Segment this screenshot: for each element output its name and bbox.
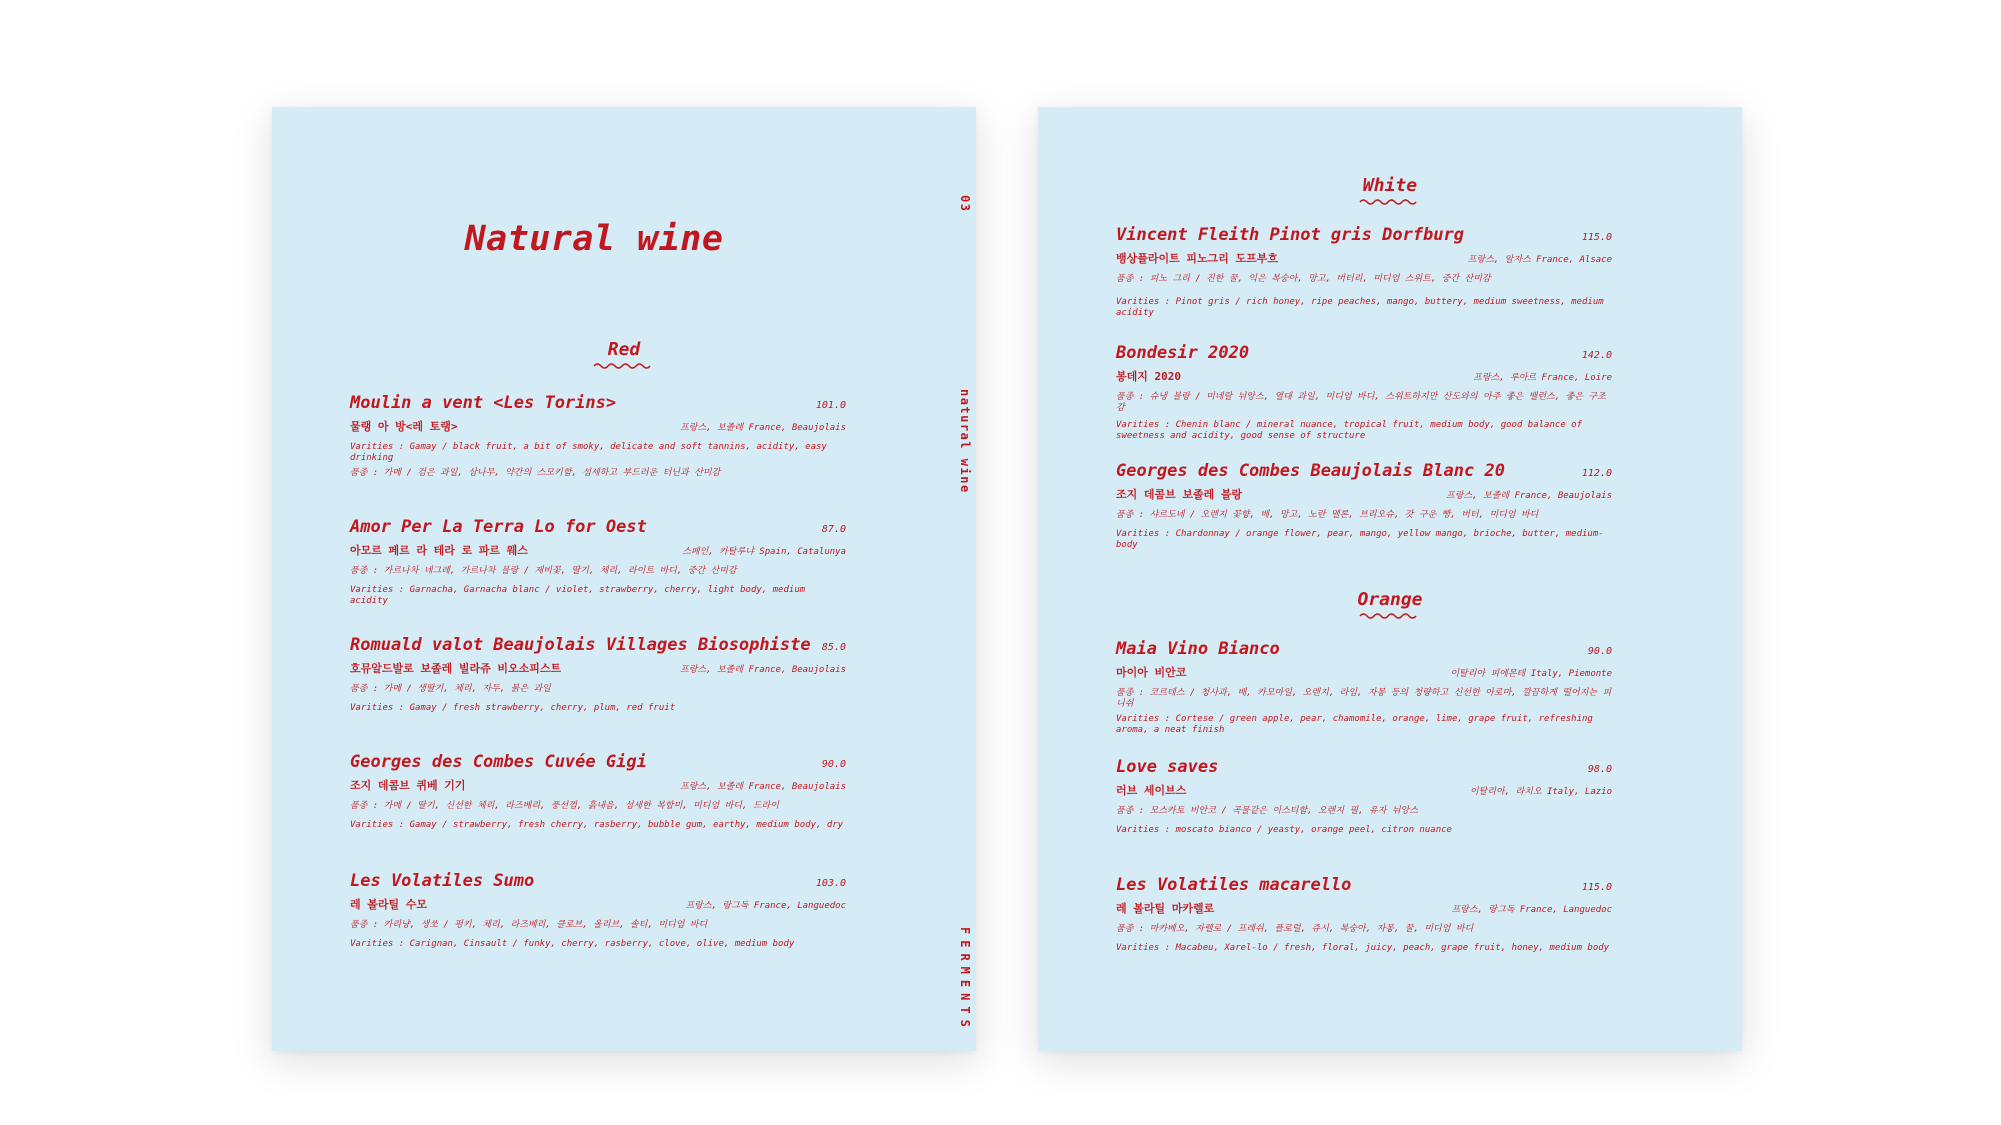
wine-item <box>1116 875 1612 954</box>
page-title: Natural wine <box>464 219 724 259</box>
wine-name-korean: 조지 데콤브 보졸레 블랑 <box>1116 488 1243 501</box>
wine-origin: 프랑스, 보졸레 France, Beaujolais <box>680 423 846 433</box>
wave-underline-icon <box>1359 611 1421 619</box>
menu-page-left <box>272 107 976 1051</box>
wine-name-korean: 호뮤알드발로 보졸레 빌라쥬 비오소피스트 <box>350 662 562 675</box>
section-heading-red <box>272 339 976 369</box>
page-number: 03 <box>958 195 972 213</box>
wine-origin: 프랑스, 보졸레 France, Beaujolais <box>1446 491 1612 501</box>
wine-description: 품종 : 카리냥, 생쏘 / 펑키, 체리, 라즈베리, 클로브, 올리브, 솔티, 미디엄 바디 <box>350 920 708 930</box>
wine-item <box>350 752 846 831</box>
wine-origin: 이탈리아 피에몬테 Italy, Piemonte <box>1450 669 1612 679</box>
wine-description: 품종 : 샤르도네 / 오렌지 꽃향, 배, 망고, 노란 멜론, 브리오슈, 갓 구운 빵, 버터, 미디엄 바디 <box>1116 510 1539 520</box>
wine-description: 품종 : 가메 / 검은 과일, 삼나무, 약간의 스모키함, 섬세하고 부드러운 터닌과 산미감 <box>350 468 721 478</box>
wine-price: 115.0 <box>1581 882 1612 893</box>
wine-origin: 프랑스, 보졸레 France, Beaujolais <box>680 665 846 675</box>
wine-origin: 프랑스, 알자스 France, Alsace <box>1467 255 1612 265</box>
section-heading-orange <box>1038 589 1742 619</box>
wine-description: 품종 : 슈냉 블랑 / 미네랄 뉘앙스, 열대 과일, 미디엄 바디, 스위트하지만 산도와의 아주 좋은 밸런스, 좋은 구조감 <box>1116 392 1606 413</box>
wine-item <box>1116 639 1612 736</box>
wine-price: 115.0 <box>1581 232 1612 243</box>
wave-underline-icon <box>593 361 655 369</box>
wine-item <box>1116 343 1612 442</box>
wine-name: Romuald valot Beaujolais Villages Biosophiste <box>350 635 811 655</box>
wine-description: Varities : Gamay / fresh strawberry, cherry, plum, red fruit <box>350 703 676 713</box>
wine-name: Vincent Fleith Pinot gris Dorfburg <box>1116 225 1464 245</box>
wine-item <box>350 635 846 714</box>
wine-item <box>350 393 846 479</box>
wine-origin: 프랑스, 루아르 France, Loire <box>1473 373 1612 383</box>
wine-description: 품종 : 코르테스 / 청사과, 배, 카모마일, 오렌지, 라임, 자몽 등의 청량하고 신선한 아로마, 깔끔하게 떨어지는 피니쉬 <box>1116 688 1612 709</box>
wine-origin: 프랑스, 보졸레 France, Beaujolais <box>680 782 846 792</box>
wine-description: Varities : moscato bianco / yeasty, orange peel, citron nuance <box>1116 825 1452 835</box>
wine-name-korean: 봉데지 2020 <box>1116 370 1181 383</box>
wine-description: 품종 : 마카베오, 자렐로 / 프레쉬, 플로럴, 쥬시, 복숭아, 자몽, 꿀, 미디엄 바디 <box>1116 924 1474 934</box>
wine-item <box>1116 225 1612 319</box>
wine-name: Georges des Combes Beaujolais Blanc 20 <box>1116 461 1505 481</box>
wine-item <box>350 871 846 950</box>
section-title: White <box>1362 175 1418 196</box>
wine-origin: 프랑스, 랑그독 France, Languedoc <box>1451 905 1612 915</box>
wine-origin: 스페인, 카탈루냐 Spain, Catalunya <box>682 547 846 557</box>
wine-item <box>350 517 846 607</box>
wine-name-korean: 물랭 아 방<레 토랭> <box>350 420 458 433</box>
wine-name: Georges des Combes Cuvée Gigi <box>350 752 647 772</box>
wine-description: Varities : Chenin blanc / mineral nuance, tropical fruit, medium body, good balance of sweetness and acidity, good sense of structure <box>1116 420 1582 441</box>
wine-name-korean: 뱅상플라이트 피노그리 도프부흐 <box>1116 252 1279 265</box>
wine-description: Varities : Garnacha, Garnacha blanc / violet, strawberry, cherry, light body, medium acidity <box>350 585 806 606</box>
wine-name-korean: 조지 데콤브 퀴베 기기 <box>350 779 466 792</box>
wine-price: 112.0 <box>1581 468 1612 479</box>
wine-name-korean: 레 볼라틸 마카렐로 <box>1116 902 1215 915</box>
wine-origin: 프랑스, 랑그독 France, Languedoc <box>685 901 846 911</box>
wine-name: Bondesir 2020 <box>1116 343 1250 363</box>
wine-name: Amor Per La Terra Lo for Oest <box>350 517 647 537</box>
side-label: natural wine <box>958 389 972 494</box>
wine-price: 101.0 <box>815 400 846 411</box>
wine-price: 142.0 <box>1581 350 1612 361</box>
wine-description: Varities : Macabeu, Xarel-lo / fresh, floral, juicy, peach, grape fruit, honey, medium body <box>1116 943 1610 953</box>
wine-description: Varities : Gamay / black fruit, a bit of smoky, delicate and soft tannins, acidity, easy drinking <box>350 442 827 463</box>
side-brand: FERMENTS <box>958 927 972 1033</box>
wine-name: Moulin a vent <Les Torins> <box>350 393 617 413</box>
wine-description: Varities : Gamay / strawberry, fresh cherry, rasberry, bubble gum, earthy, medium body, dry <box>350 820 844 830</box>
wine-description: 품종 : 가메 / 생딸기, 체리, 자두, 붉은 과일 <box>350 684 551 694</box>
wine-description: 품종 : 피노 그리 / 진한 꿀, 익은 복숭아, 망고, 버터리, 미디엄 스위트, 중간 산미감 <box>1116 274 1491 284</box>
wine-price: 85.0 <box>821 642 846 653</box>
wine-price: 87.0 <box>821 524 846 535</box>
wine-description: 품종 : 가르나차 네그레, 가르나차 블랑 / 제비꽃, 딸기, 체리, 라이트 바디, 중간 산미감 <box>350 566 737 576</box>
wine-name: Maia Vino Bianco <box>1116 639 1280 659</box>
wine-item <box>1116 757 1612 836</box>
wine-description: Varities : Cortese / green apple, pear, chamomile, orange, lime, grape fruit, refreshing aroma, a neat finish <box>1116 714 1593 735</box>
menu-page-right <box>1038 107 1742 1051</box>
wine-description: Varities : Carignan, Cinsault / funky, cherry, rasberry, clove, olive, medium body <box>350 939 795 949</box>
wine-name-korean: 러브 세이브스 <box>1116 784 1187 797</box>
wine-description: 품종 : 가메 / 딸기, 신선한 체리, 라즈베리, 풍선껌, 흙내음, 섬세한 복합미, 미디엄 바디, 드라이 <box>350 801 779 811</box>
wine-origin: 이탈리아, 라치오 Italy, Lazio <box>1469 787 1612 797</box>
wine-price: 90.0 <box>821 759 846 770</box>
wave-underline-icon <box>1359 197 1421 205</box>
section-title: Red <box>607 339 641 360</box>
wine-description: Varities : Chardonnay / orange flower, pear, mango, yellow mango, brioche, butter, medium-body <box>1116 529 1604 550</box>
wine-name-korean: 레 볼라틸 수모 <box>350 898 428 911</box>
wine-name: Les Volatiles Sumo <box>350 871 535 891</box>
wine-description: Varities : Pinot gris / rich honey, ripe peaches, mango, buttery, medium sweetness, medium acidity <box>1116 297 1604 318</box>
wine-name: Les Volatiles macarello <box>1116 875 1352 895</box>
wine-item <box>1116 461 1612 551</box>
wine-price: 98.0 <box>1587 764 1612 775</box>
section-heading-white <box>1038 175 1742 205</box>
section-title: Orange <box>1357 589 1423 610</box>
wine-price: 103.0 <box>815 878 846 889</box>
wine-name: Love saves <box>1116 757 1219 777</box>
wine-name-korean: 마이아 비안코 <box>1116 666 1187 679</box>
wine-name-korean: 아모르 페르 라 테라 로 파르 웨스 <box>350 544 528 557</box>
wine-description: 품종 : 모스카토 비안코 / 곡물같은 이스티함, 오렌지 필, 유자 뉘앙스 <box>1116 806 1418 816</box>
wine-price: 90.0 <box>1587 646 1612 657</box>
